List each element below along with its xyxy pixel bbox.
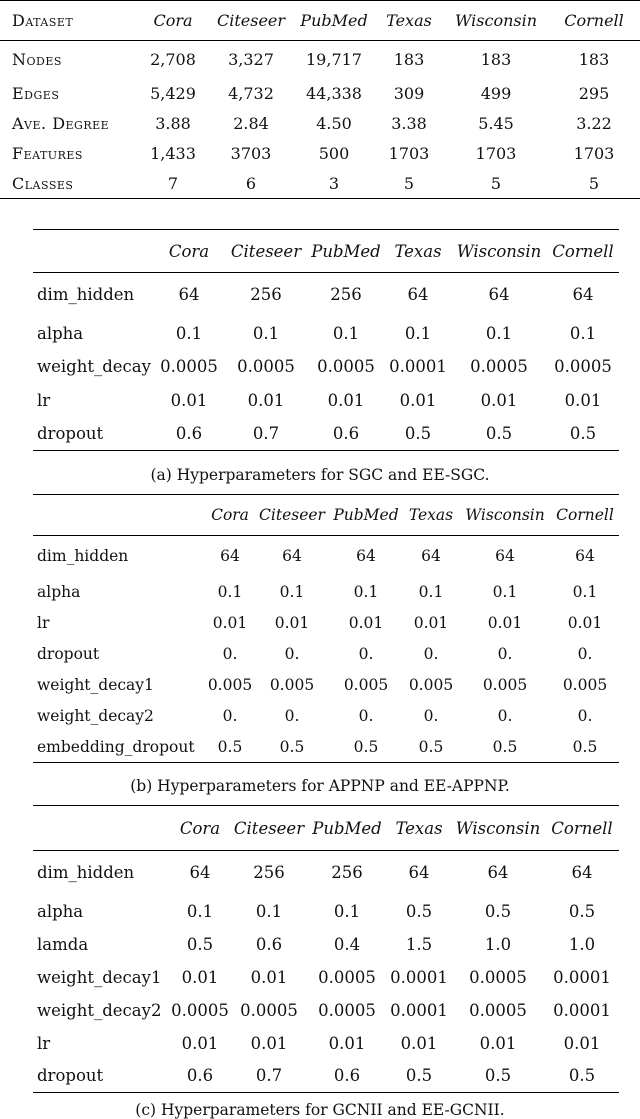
table-row — [0, 79, 640, 109]
table-cell: 0. — [423, 707, 439, 725]
table-cell: 0.5 — [568, 901, 596, 921]
table-cell: 0.1 — [353, 583, 379, 601]
row-label: weight_decay1 — [37, 967, 162, 987]
table-cell: 183 — [480, 50, 512, 70]
sgc-table-caption: (a) Hyperparameters for SGC and EE-SGC. — [150, 466, 490, 484]
table-cell: 1703 — [573, 144, 615, 163]
table-cell: 64 — [407, 285, 429, 305]
table-row — [33, 701, 619, 732]
table-cell: 64 — [282, 547, 302, 566]
gcnii-hyperparameter-table — [33, 805, 619, 1093]
row-label: dropout — [37, 645, 100, 663]
table-cell: 64 — [178, 285, 200, 305]
table-cell: 0. — [358, 645, 374, 663]
gcnii-table-caption: (c) Hyperparameters for GCNII and EE-GCNII. — [135, 1101, 505, 1119]
table-cell: 19,717 — [306, 50, 362, 70]
header-cell: Dataset — [12, 11, 74, 30]
table-row — [33, 961, 619, 994]
table-cell: 0.01 — [170, 390, 208, 410]
header-cell: PubMed — [312, 818, 382, 838]
row-label: embedding_dropout — [37, 737, 195, 756]
table-cell: 44,338 — [306, 84, 362, 103]
header-cell: Texas — [394, 241, 442, 261]
table-cell: 0.005 — [482, 676, 528, 694]
header-cell: Wisconsin — [454, 11, 538, 30]
table-row — [0, 41, 640, 79]
header-cell: PubMed — [333, 506, 399, 524]
table-cell: 0.01 — [399, 390, 437, 410]
table-cell: 0.1 — [255, 901, 283, 921]
table-cell: 0.1 — [418, 583, 444, 601]
table-cell: 256 — [331, 863, 363, 883]
dataset-statistics-table — [0, 0, 640, 199]
table-cell: 0.1 — [485, 323, 513, 343]
table-cell: 0.5 — [484, 1066, 512, 1086]
table-cell: 0.5 — [279, 737, 305, 756]
table-cell: 0. — [497, 707, 513, 725]
table-cell: 3.22 — [576, 114, 612, 133]
table-cell: 0.0005 — [469, 967, 527, 987]
table-header-row — [33, 230, 619, 273]
header-cell: Cora — [179, 818, 221, 838]
table-cell: 0.5 — [405, 1066, 433, 1086]
header-cell — [33, 230, 153, 273]
table-cell: 0.01 — [181, 1033, 219, 1053]
table-row — [0, 139, 640, 169]
table-cell: 4,732 — [228, 84, 274, 103]
table-cell: 64 — [488, 285, 510, 305]
table-cell: 499 — [480, 84, 512, 103]
table-cell: 0.7 — [252, 424, 280, 443]
table-cell: 0.01 — [327, 390, 365, 410]
header-cell: Cornell — [551, 818, 613, 838]
table-row — [33, 273, 619, 317]
table-cell: 64 — [408, 863, 430, 883]
table-cell: 1703 — [475, 144, 517, 163]
table-cell: 64 — [487, 863, 509, 883]
table-header-row — [33, 806, 619, 851]
row-label: Ave. Degree — [12, 114, 110, 133]
table-cell: 0.01 — [567, 614, 603, 632]
table-cell: 256 — [253, 863, 285, 883]
table-row — [33, 536, 619, 577]
table-cell: 0.5 — [186, 934, 214, 954]
table-cell: 0.4 — [333, 934, 361, 954]
table-cell: 0. — [284, 645, 300, 663]
header-cell: Cornell — [552, 241, 614, 261]
table-cell: 183 — [578, 50, 610, 70]
table-cell: 0.01 — [247, 390, 285, 410]
table-cell: 0.1 — [404, 323, 432, 343]
table-cell: 0.0001 — [389, 357, 447, 377]
table-row — [33, 895, 619, 928]
table-cell: 7 — [167, 173, 179, 193]
table-cell: 0.1 — [572, 583, 598, 601]
table-cell: 2.84 — [233, 114, 269, 133]
header-cell: PubMed — [300, 11, 368, 30]
table-cell: 0.0001 — [553, 1000, 611, 1020]
row-label: dim_hidden — [37, 547, 129, 566]
table-cell: 0.01 — [413, 614, 449, 632]
header-cell: Wisconsin — [455, 818, 541, 838]
row-label: alpha — [37, 323, 84, 343]
table-cell: 0.005 — [562, 676, 608, 694]
table-row — [0, 169, 640, 199]
table-cell: 3 — [328, 173, 340, 193]
table-cell: 0.01 — [348, 614, 384, 632]
table-cell: 0.0005 — [318, 967, 376, 987]
table-row — [33, 732, 619, 763]
table-cell: 0.5 — [572, 737, 598, 756]
table-cell: 64 — [356, 547, 376, 566]
table-cell: 0.0005 — [469, 1000, 527, 1020]
table-cell: 3703 — [230, 144, 272, 163]
table-cell: 0.5 — [405, 901, 433, 921]
row-label: weight_decay2 — [37, 707, 154, 725]
table-cell: 0. — [358, 707, 374, 725]
table-cell: 0.1 — [333, 901, 361, 921]
table-cell: 2,708 — [150, 50, 196, 70]
table-row — [33, 670, 619, 701]
table-cell: 0.005 — [408, 676, 454, 694]
table-cell: 0.5 — [217, 737, 243, 756]
row-label: alpha — [37, 583, 81, 601]
table-row — [33, 350, 619, 384]
header-cell: PubMed — [311, 241, 381, 261]
table-row — [33, 317, 619, 351]
table-cell: 1,433 — [150, 144, 196, 163]
table-cell: 0.01 — [181, 967, 219, 987]
appnp-hyperparameter-table — [33, 494, 619, 763]
table-cell: 256 — [250, 285, 282, 305]
table-cell: 0.1 — [252, 323, 280, 343]
table-cell: 0.6 — [332, 424, 360, 443]
table-cell: 0.01 — [480, 390, 518, 410]
table-cell: 0.5 — [404, 424, 432, 443]
table-cell: 1.0 — [484, 934, 512, 954]
row-label: alpha — [37, 901, 84, 921]
row-label: lr — [37, 1033, 51, 1053]
header-cell: Cora — [211, 506, 249, 524]
table-cell: 0.0005 — [171, 1000, 229, 1020]
table-cell: 0.01 — [274, 614, 310, 632]
table-cell: 0.01 — [328, 1033, 366, 1053]
row-label: dropout — [37, 1066, 104, 1086]
table-cell: 5.45 — [478, 114, 514, 133]
row-label: Classes — [12, 173, 74, 193]
table-cell: 0. — [577, 645, 593, 663]
table-cell: 0.0001 — [390, 967, 448, 987]
table-cell: 0.1 — [175, 323, 203, 343]
table-cell: 0.5 — [568, 1066, 596, 1086]
table-cell: 0.01 — [479, 1033, 517, 1053]
table-row — [33, 928, 619, 961]
table-row — [33, 577, 619, 608]
table-header-row — [33, 495, 619, 536]
table-cell: 0. — [222, 707, 238, 725]
table-cell: 0.6 — [333, 1066, 361, 1086]
row-label: Features — [12, 144, 83, 163]
row-label: dim_hidden — [37, 285, 135, 305]
table-cell: 0. — [423, 645, 439, 663]
table-cell: 64 — [495, 547, 515, 566]
table-cell: 0.0005 — [470, 357, 528, 377]
table-cell: 64 — [572, 285, 594, 305]
header-cell — [33, 495, 205, 536]
table-cell: 64 — [421, 547, 441, 566]
header-cell: Citeseer — [216, 11, 286, 30]
table-cell: 0.5 — [485, 424, 513, 443]
table-cell: 0.01 — [564, 390, 602, 410]
table-cell: 183 — [393, 50, 425, 70]
table-cell: 64 — [571, 863, 593, 883]
table-cell: 0.6 — [186, 1066, 214, 1086]
table-cell: 0.7 — [255, 1066, 283, 1086]
table-cell: 0.01 — [563, 1033, 601, 1053]
header-cell: Texas — [395, 818, 443, 838]
table-cell: 0.5 — [569, 424, 597, 443]
row-label: lamda — [37, 934, 89, 954]
table-cell: 0.01 — [250, 967, 288, 987]
table-cell: 0.6 — [255, 934, 283, 954]
table-cell: 0.0005 — [237, 357, 295, 377]
row-label: weight_decay2 — [37, 1000, 162, 1020]
table-cell: 0.0005 — [318, 1000, 376, 1020]
header-cell: Cornell — [564, 11, 624, 30]
table-cell: 64 — [189, 863, 211, 883]
table-cell: 0. — [284, 707, 300, 725]
table-cell: 5 — [588, 173, 600, 193]
table-cell: 0.5 — [484, 901, 512, 921]
table-cell: 4.50 — [316, 114, 352, 133]
table-cell: 295 — [578, 84, 610, 103]
table-cell: 0.1 — [279, 583, 305, 601]
table-cell: 64 — [220, 547, 240, 566]
table-cell: 64 — [575, 547, 595, 566]
header-cell: Cornell — [556, 506, 614, 524]
header-cell: Citeseer — [230, 241, 302, 261]
table-cell: 500 — [318, 144, 350, 163]
table-row — [33, 994, 619, 1027]
table-cell: 5 — [403, 173, 415, 193]
table-cell: 0.5 — [353, 737, 379, 756]
header-cell: Cora — [168, 241, 210, 261]
table-cell: 0.0005 — [554, 357, 612, 377]
table-cell: 309 — [393, 84, 425, 103]
table-cell: 0. — [577, 707, 593, 725]
row-label: dim_hidden — [37, 863, 135, 883]
header-cell: Cora — [153, 11, 193, 30]
table-cell: 1.5 — [405, 934, 433, 954]
header-cell: Texas — [386, 11, 432, 30]
appnp-table-caption: (b) Hyperparameters for APPNP and EE-APPNP. — [130, 777, 510, 795]
sgc-hyperparameter-table — [33, 229, 619, 451]
table-cell: 0.1 — [186, 901, 214, 921]
table-cell: 0.1 — [492, 583, 518, 601]
table-cell: 0.0005 — [240, 1000, 298, 1020]
table-cell: 0.01 — [400, 1033, 438, 1053]
table-cell: 0.01 — [250, 1033, 288, 1053]
table-header-row — [0, 1, 640, 41]
table-cell: 1.0 — [568, 934, 596, 954]
header-cell: Wisconsin — [465, 506, 545, 524]
table-cell: 6 — [245, 173, 257, 193]
table-cell: 0.005 — [269, 676, 315, 694]
table-cell: 0.0005 — [160, 357, 218, 377]
row-label: dropout — [37, 424, 104, 443]
header-cell — [33, 806, 169, 851]
table-cell: 0.01 — [487, 614, 523, 632]
table-cell: 256 — [330, 285, 362, 305]
table-cell: 0.01 — [212, 614, 248, 632]
table-cell: 0.6 — [175, 424, 203, 443]
table-cell: 0.0005 — [317, 357, 375, 377]
table-cell: 0.005 — [343, 676, 389, 694]
table-cell: 5 — [490, 173, 502, 193]
header-cell: Wisconsin — [456, 241, 542, 261]
table-cell: 3.38 — [391, 114, 427, 133]
row-label: lr — [37, 390, 51, 410]
table-cell: 1703 — [388, 144, 430, 163]
table-cell: 0.0001 — [553, 967, 611, 987]
row-label: weight_decay1 — [37, 676, 154, 694]
table-row — [33, 639, 619, 670]
table-cell: 0.5 — [418, 737, 444, 756]
row-label: Edges — [12, 84, 60, 103]
table-row — [33, 384, 619, 418]
table-cell: 0.0001 — [390, 1000, 448, 1020]
table-cell: 5,429 — [150, 84, 196, 103]
row-label: weight_decay — [37, 357, 151, 377]
table-cell: 3,327 — [228, 50, 274, 70]
table-cell: 0. — [222, 645, 238, 663]
table-row — [33, 1027, 619, 1060]
header-cell: Texas — [408, 506, 454, 524]
table-cell: 0. — [497, 645, 513, 663]
table-row — [33, 417, 619, 451]
table-cell: 0.1 — [217, 583, 243, 601]
row-label: lr — [37, 614, 50, 632]
header-cell: Citeseer — [259, 506, 325, 524]
table-cell: 0.1 — [569, 323, 597, 343]
row-label: Nodes — [12, 50, 62, 70]
table-row — [0, 109, 640, 139]
table-row — [33, 1060, 619, 1093]
table-cell: 3.88 — [155, 114, 191, 133]
table-row — [33, 608, 619, 639]
table-cell: 0.5 — [492, 737, 518, 756]
table-row — [33, 851, 619, 895]
table-cell: 0.1 — [332, 323, 360, 343]
table-cell: 0.005 — [207, 676, 253, 694]
header-cell: Citeseer — [233, 818, 305, 838]
